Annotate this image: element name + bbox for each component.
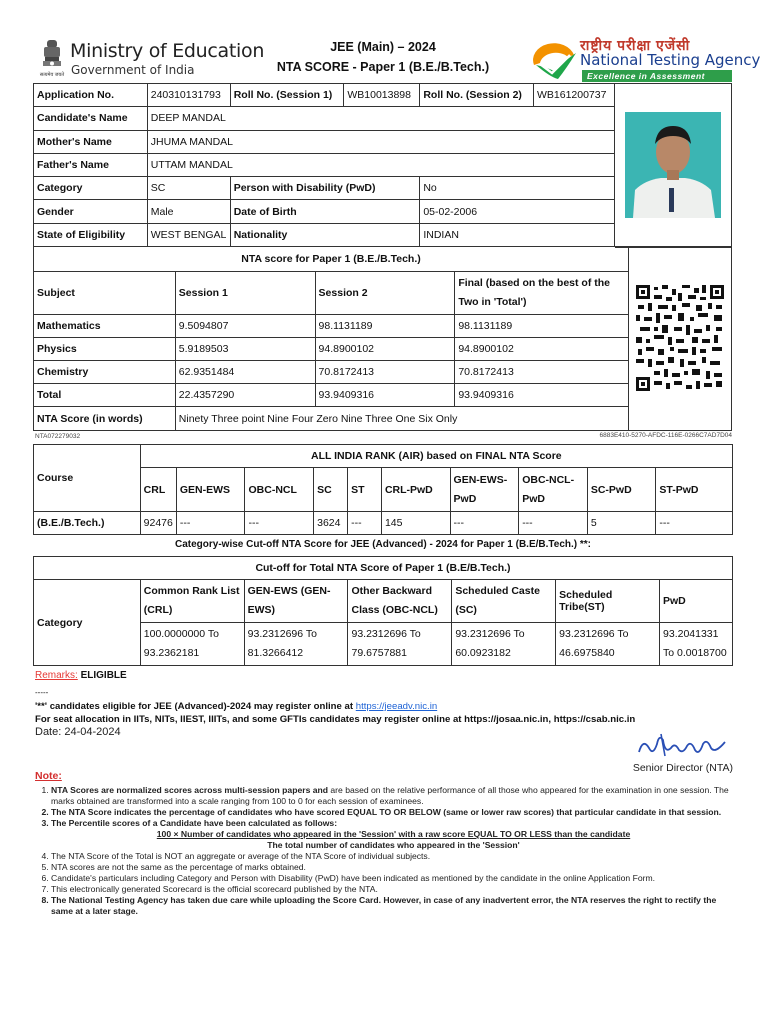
air-rank-value: 145 — [381, 512, 450, 535]
remarks-label: Remarks: — [35, 670, 78, 681]
final-score: 94.8900102 — [455, 338, 629, 361]
category-label: Category — [34, 177, 148, 200]
air-col-header: SC-PwD — [587, 468, 656, 512]
category-header: Category — [34, 580, 141, 666]
air-col-header: ST-PwD — [656, 468, 733, 512]
subject-name: Total — [34, 384, 176, 407]
separator-dashes: ----- — [35, 688, 49, 697]
state-value: WEST BENGAL — [147, 223, 230, 246]
air-col-header: SC — [314, 468, 348, 512]
advanced-registration-text — [35, 701, 437, 712]
note-item: 2. The NTA Score indicates the percentage of candidates who have scored EQUAL TO OR BELOW (same or lower raw scores) that particular candidate in that session. — [51, 807, 736, 818]
score-table-title: NTA score for Paper 1 (B.E./B.Tech.) — [34, 247, 629, 272]
national-emblem-icon — [38, 38, 66, 80]
session1-score: 62.9351484 — [175, 361, 315, 384]
note-item: 4. The NTA Score of the Total is NOT an aggregate or average of the NTA Score of individual subjects. — [51, 851, 736, 862]
air-rank-value: 3624 — [314, 512, 348, 535]
agency-tagline: Excellence in Assessment — [582, 70, 732, 82]
roll1-label: Roll No. (Session 1) — [230, 84, 344, 107]
nationality-label: Nationality — [230, 223, 420, 246]
session2-score: 98.1131189 — [315, 315, 455, 338]
remarks — [35, 670, 127, 681]
note-item: 1. NTA Scores are normalized scores across multi-session papers and are based on the relative performance of all those who appeared for the examination in one session. The marks obtained are transformed into a scale ranging from 100 to 0 for each session of examinees. — [51, 785, 736, 807]
cutoff-title: Cut-off for Total NTA Score of Paper 1 (B.E/B.Tech.) — [34, 557, 733, 580]
score-words-value: Ninety Three point Nine Four Zero Nine Three One Six Only — [175, 407, 628, 431]
dob-label: Date of Birth — [230, 200, 420, 223]
document-id-right: 6883E410-5270-AFDC-116E-0266C7AD7D04 — [599, 432, 732, 439]
cutoff-value: 93.2312696 To 60.0923182 — [452, 623, 556, 666]
pwd-value: No — [420, 177, 615, 200]
nta-score-table — [33, 246, 629, 431]
air-rank-value: --- — [519, 512, 588, 535]
subject-header: Subject — [34, 272, 176, 315]
advanced-registration-label: '**' candidates eligible for JEE (Advanced)-2024 may register online at — [35, 701, 354, 712]
cutoff-col-header: GEN-EWS (GEN-EWS) — [244, 580, 348, 623]
ministry-subtitle: Government of India — [71, 63, 195, 77]
signature-icon — [635, 730, 730, 760]
final-score: 93.9409316 — [455, 384, 629, 407]
notes-list — [36, 785, 736, 917]
cutoff-col-header: Common Rank List (CRL) — [140, 580, 244, 623]
air-rank-value: 5 — [587, 512, 656, 535]
percentile-formula — [51, 829, 736, 851]
agency-hindi-name: राष्ट्रीय परीक्षा एजेंसी — [580, 37, 691, 53]
subject-name: Mathematics — [34, 315, 176, 338]
signatory-title: Senior Director (NTA) — [632, 762, 733, 774]
mother-name-value: JHUMA MANDAL — [147, 130, 614, 153]
session2-score: 94.8900102 — [315, 338, 455, 361]
note-item: 3. The Percentile scores of a Candidate have been calculated as follows: 100 × Number of candidates who appeared in the 'Session' with a raw score EQUAL TO OR LESS than the candidate The total number of candidates who appeared in the 'Session' — [51, 818, 736, 851]
candidate-photo — [625, 112, 721, 218]
score-words-label: NTA Score (in words) — [34, 407, 176, 431]
course-value: (B.E./B.Tech.) — [34, 512, 141, 535]
document-id-left: NTA072279032 — [35, 433, 81, 440]
cutoff-col-header: Scheduled Tribe(ST) — [556, 580, 660, 623]
roll2-label: Roll No. (Session 2) — [420, 84, 534, 107]
roll2-value: WB161200737 — [533, 84, 614, 107]
qr-code-icon — [634, 283, 726, 393]
session2-header: Session 2 — [315, 272, 455, 315]
pwd-label: Person with Disability (PwD) — [230, 177, 420, 200]
air-rank-value: --- — [176, 512, 245, 535]
subject-name: Chemistry — [34, 361, 176, 384]
session1-score: 5.9189503 — [175, 338, 315, 361]
mother-name-label: Mother's Name — [34, 130, 148, 153]
agency-name: National Testing Agency — [580, 51, 761, 69]
father-name-value: UTTAM MANDAL — [147, 153, 614, 176]
air-rank-table — [33, 444, 733, 535]
air-col-header: OBC-NCL-PwD — [519, 468, 588, 512]
category-value: SC — [147, 177, 230, 200]
svg-text:सत्यमेव जयते: सत्यमेव जयते — [39, 72, 65, 78]
air-col-header: GEN-EWS — [176, 468, 245, 512]
nationality-value: INDIAN — [420, 223, 615, 246]
session1-score: 9.5094807 — [175, 315, 315, 338]
final-score: 98.1131189 — [455, 315, 629, 338]
session1-score: 22.4357290 — [175, 384, 315, 407]
air-rank-value: --- — [245, 512, 314, 535]
roll1-value: WB10013898 — [344, 84, 420, 107]
formula-numerator: 100 × Number of candidates who appeared in the 'Session' with a raw score EQUAL TO OR LESS than the candidate — [156, 829, 631, 839]
jeeadv-link[interactable]: https://jeeadv.nic.in — [355, 701, 438, 712]
candidate-details-table — [33, 83, 615, 247]
air-col-header: GEN-EWS-PwD — [450, 468, 519, 512]
cutoff-value: 93.2312696 To 46.6975840 — [556, 623, 660, 666]
gender-label: Gender — [34, 200, 148, 223]
note-label: Note: — [35, 770, 62, 782]
final-header: Final (based on the best of the Two in 'Total') — [455, 272, 629, 315]
air-col-header: ST — [348, 468, 382, 512]
course-header: Course — [34, 445, 141, 512]
cutoff-caption: Category-wise Cut-off NTA Score for JEE (Advanced) - 2024 for Paper 1 (B.E/B.Tech.) **: — [174, 539, 591, 550]
cutoff-value: 93.2312696 To 81.3266412 — [244, 623, 348, 666]
issue-date: Date: 24-04-2024 — [35, 726, 121, 738]
exam-title: JEE (Main) – 2024 — [330, 40, 436, 54]
cutoff-value: 93.2041331 To 0.0018700 — [660, 623, 733, 666]
note-item: 6. Candidate's particulars including Category and Person with Disability (PwD) have been indicated as mentioned by the candidate in the online Application Form. — [51, 873, 736, 884]
session2-score: 93.9409316 — [315, 384, 455, 407]
formula-denominator: The total number of candidates who appeared in the 'Session' — [267, 840, 520, 850]
application-no-value: 240310131793 — [147, 84, 230, 107]
air-col-header: OBC-NCL — [245, 468, 314, 512]
cutoff-col-header: Scheduled Caste (SC) — [452, 580, 556, 623]
gender-value: Male — [147, 200, 230, 223]
note-item: 5. NTA scores are not the same as the percentage of marks obtained. — [51, 862, 736, 873]
air-rank-value: 92476 — [140, 512, 176, 535]
seat-allocation-text: For seat allocation in IITs, NITs, IIEST, IIITs, and some GFTIs candidates may register online at https://josaa.nic.in, https://csab.nic.in — [35, 714, 636, 725]
candidate-name-value: DEEP MANDAL — [147, 107, 614, 130]
dob-value: 05-02-2006 — [420, 200, 615, 223]
note-item: 8. The National Testing Agency has taken due care while uploading the Score Card. However, in case of any inadvertent error, the NTA reserves the right to rectify the same at a later stage. — [51, 895, 736, 917]
air-col-header: CRL — [140, 468, 176, 512]
cutoff-table — [33, 556, 733, 666]
nta-logo-icon — [530, 43, 578, 81]
air-rank-value: --- — [348, 512, 382, 535]
remarks-value: ELIGIBLE — [80, 670, 127, 681]
subject-name: Physics — [34, 338, 176, 361]
cutoff-col-header: Other Backward Class (OBC-NCL) — [348, 580, 452, 623]
session2-score: 70.8172413 — [315, 361, 455, 384]
air-rank-value: --- — [656, 512, 733, 535]
candidate-name-label: Candidate's Name — [34, 107, 148, 130]
score-title: NTA SCORE - Paper 1 (B.E./B.Tech.) — [276, 60, 490, 74]
cutoff-col-header: PwD — [660, 580, 733, 623]
air-title: ALL INDIA RANK (AIR) based on FINAL NTA Score — [140, 445, 732, 468]
air-rank-value: --- — [450, 512, 519, 535]
application-no-label: Application No. — [34, 84, 148, 107]
session1-header: Session 1 — [175, 272, 315, 315]
cutoff-value: 100.0000000 To 93.2362181 — [140, 623, 244, 666]
father-name-label: Father's Name — [34, 153, 148, 176]
state-label: State of Eligibility — [34, 223, 148, 246]
air-col-header: CRL-PwD — [381, 468, 450, 512]
note-item: 7. This electronically generated Scorecard is the official scorecard published by the NTA. — [51, 884, 736, 895]
cutoff-value: 93.2312696 To 79.6757881 — [348, 623, 452, 666]
ministry-title: Ministry of Education — [70, 40, 265, 62]
final-score: 70.8172413 — [455, 361, 629, 384]
